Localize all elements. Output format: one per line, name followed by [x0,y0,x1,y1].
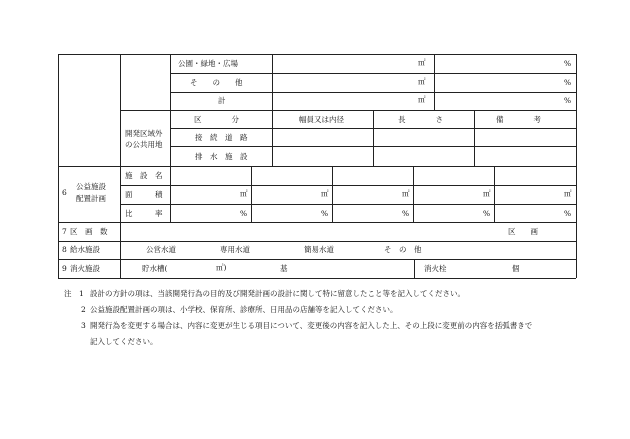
sec7-unit: 区 画 [508,227,538,236]
sec8-label: 給水施設 [70,245,100,254]
grid-line [414,259,415,278]
sec7-label: 区 画 数 [70,227,108,236]
row-drain: 排 水 施 設 [195,152,248,161]
grid-line [120,204,576,205]
water-option-public: 公営水道 [146,245,176,254]
sec7-number: 7 [62,227,67,236]
tank-count-unit: 基 [280,264,288,273]
sec9-number: 9 [62,264,67,273]
note-1-text: 設計の方針の項は、当該開発行為の目的及び開発計画の設計に関して特に留意したこと等を記入してください。 [90,289,465,298]
total-pct-unit: % [564,96,572,105]
outside-label-1: 開発区域外 [125,129,163,138]
header-length: 長 さ [398,115,443,124]
header-remarks: 備 考 [496,115,541,124]
tank-unit: ㎥) [216,263,227,272]
park-label: 公園・緑地・広場 [178,59,238,68]
sec9-label: 消火施設 [70,264,100,273]
total-area-unit: ㎡ [418,95,426,104]
grid-line [494,166,495,222]
note-3-number: 3 [81,321,86,330]
note-2-number: 2 [81,305,86,314]
note-1-number: 注 1 [64,289,84,298]
sec6-number: 6 [62,188,67,197]
grid-line [58,166,576,167]
ratio-unit-2: % [321,209,329,218]
sec6-label-1: 公益施設 [76,182,106,191]
ratio-unit-4: % [483,209,491,218]
ratio-unit-5: % [564,209,572,218]
grid-line [120,185,576,186]
grid-line [413,166,414,222]
grid-line [58,278,576,279]
area-unit-2: ㎡ [321,189,329,198]
area-unit-3: ㎡ [402,189,410,198]
sec6-label-2: 配置計画 [76,194,106,203]
other-area-unit: ㎡ [418,77,426,86]
grid-line [373,110,374,166]
grid-line [251,166,252,222]
area-unit-1: ㎡ [240,189,248,198]
tank-label: 貯水槽( [142,264,168,273]
grid-line [58,222,576,223]
sec6-row-ratio: 比 率 [125,209,163,218]
ratio-unit-1: % [240,209,248,218]
grid-line [332,166,333,222]
area-unit-5: ㎡ [564,189,572,198]
total-label: 計 [218,96,226,105]
grid-line [58,259,576,260]
grid-line [474,110,475,166]
other-label: そ の 他 [190,78,243,87]
other-pct-unit: % [564,78,572,87]
water-option-private: 専用水道 [220,245,250,254]
hydrant-count-unit: 個 [512,264,520,273]
grid-line [120,54,121,278]
header-width: 幅員又は内径 [299,115,344,124]
grid-line [58,54,576,55]
grid-line [58,241,576,242]
note-3-text: 開発行為を変更する場合は、内容に変更が生じる項目について、変更後の内容を記入した上、その上段に変更前の内容を括弧書きで [90,321,533,330]
grid-line [576,54,577,278]
water-option-simple: 簡易水道 [304,245,334,254]
area-unit-4: ㎡ [483,189,491,198]
grid-line [120,110,576,111]
sec6-row-area: 面 積 [125,190,163,199]
header-kubun: 区 分 [194,115,239,124]
grid-line [170,92,576,93]
water-option-other: そ の 他 [384,245,422,254]
grid-line [170,73,576,74]
sec8-number: 8 [62,245,67,254]
grid-line [434,54,435,110]
grid-line [272,54,273,166]
ratio-unit-3: % [402,209,410,218]
row-road: 接 続 道 路 [195,133,248,142]
outside-label-2: の公共用地 [125,140,163,149]
hydrant-label: 消火栓 [424,264,447,273]
note-3-continuation: 記入してください。 [90,337,158,346]
grid-line [58,54,59,278]
sec6-row-name: 施 設 名 [125,171,163,180]
note-2-text: 公益施設配置計画の項は、小学校、保育所、診療所、日用品の店舗等を記入してください。 [90,305,398,314]
park-pct-unit: % [564,59,572,68]
grid-line [170,166,171,222]
grid-line [170,54,171,166]
park-area-unit: ㎡ [418,58,426,67]
